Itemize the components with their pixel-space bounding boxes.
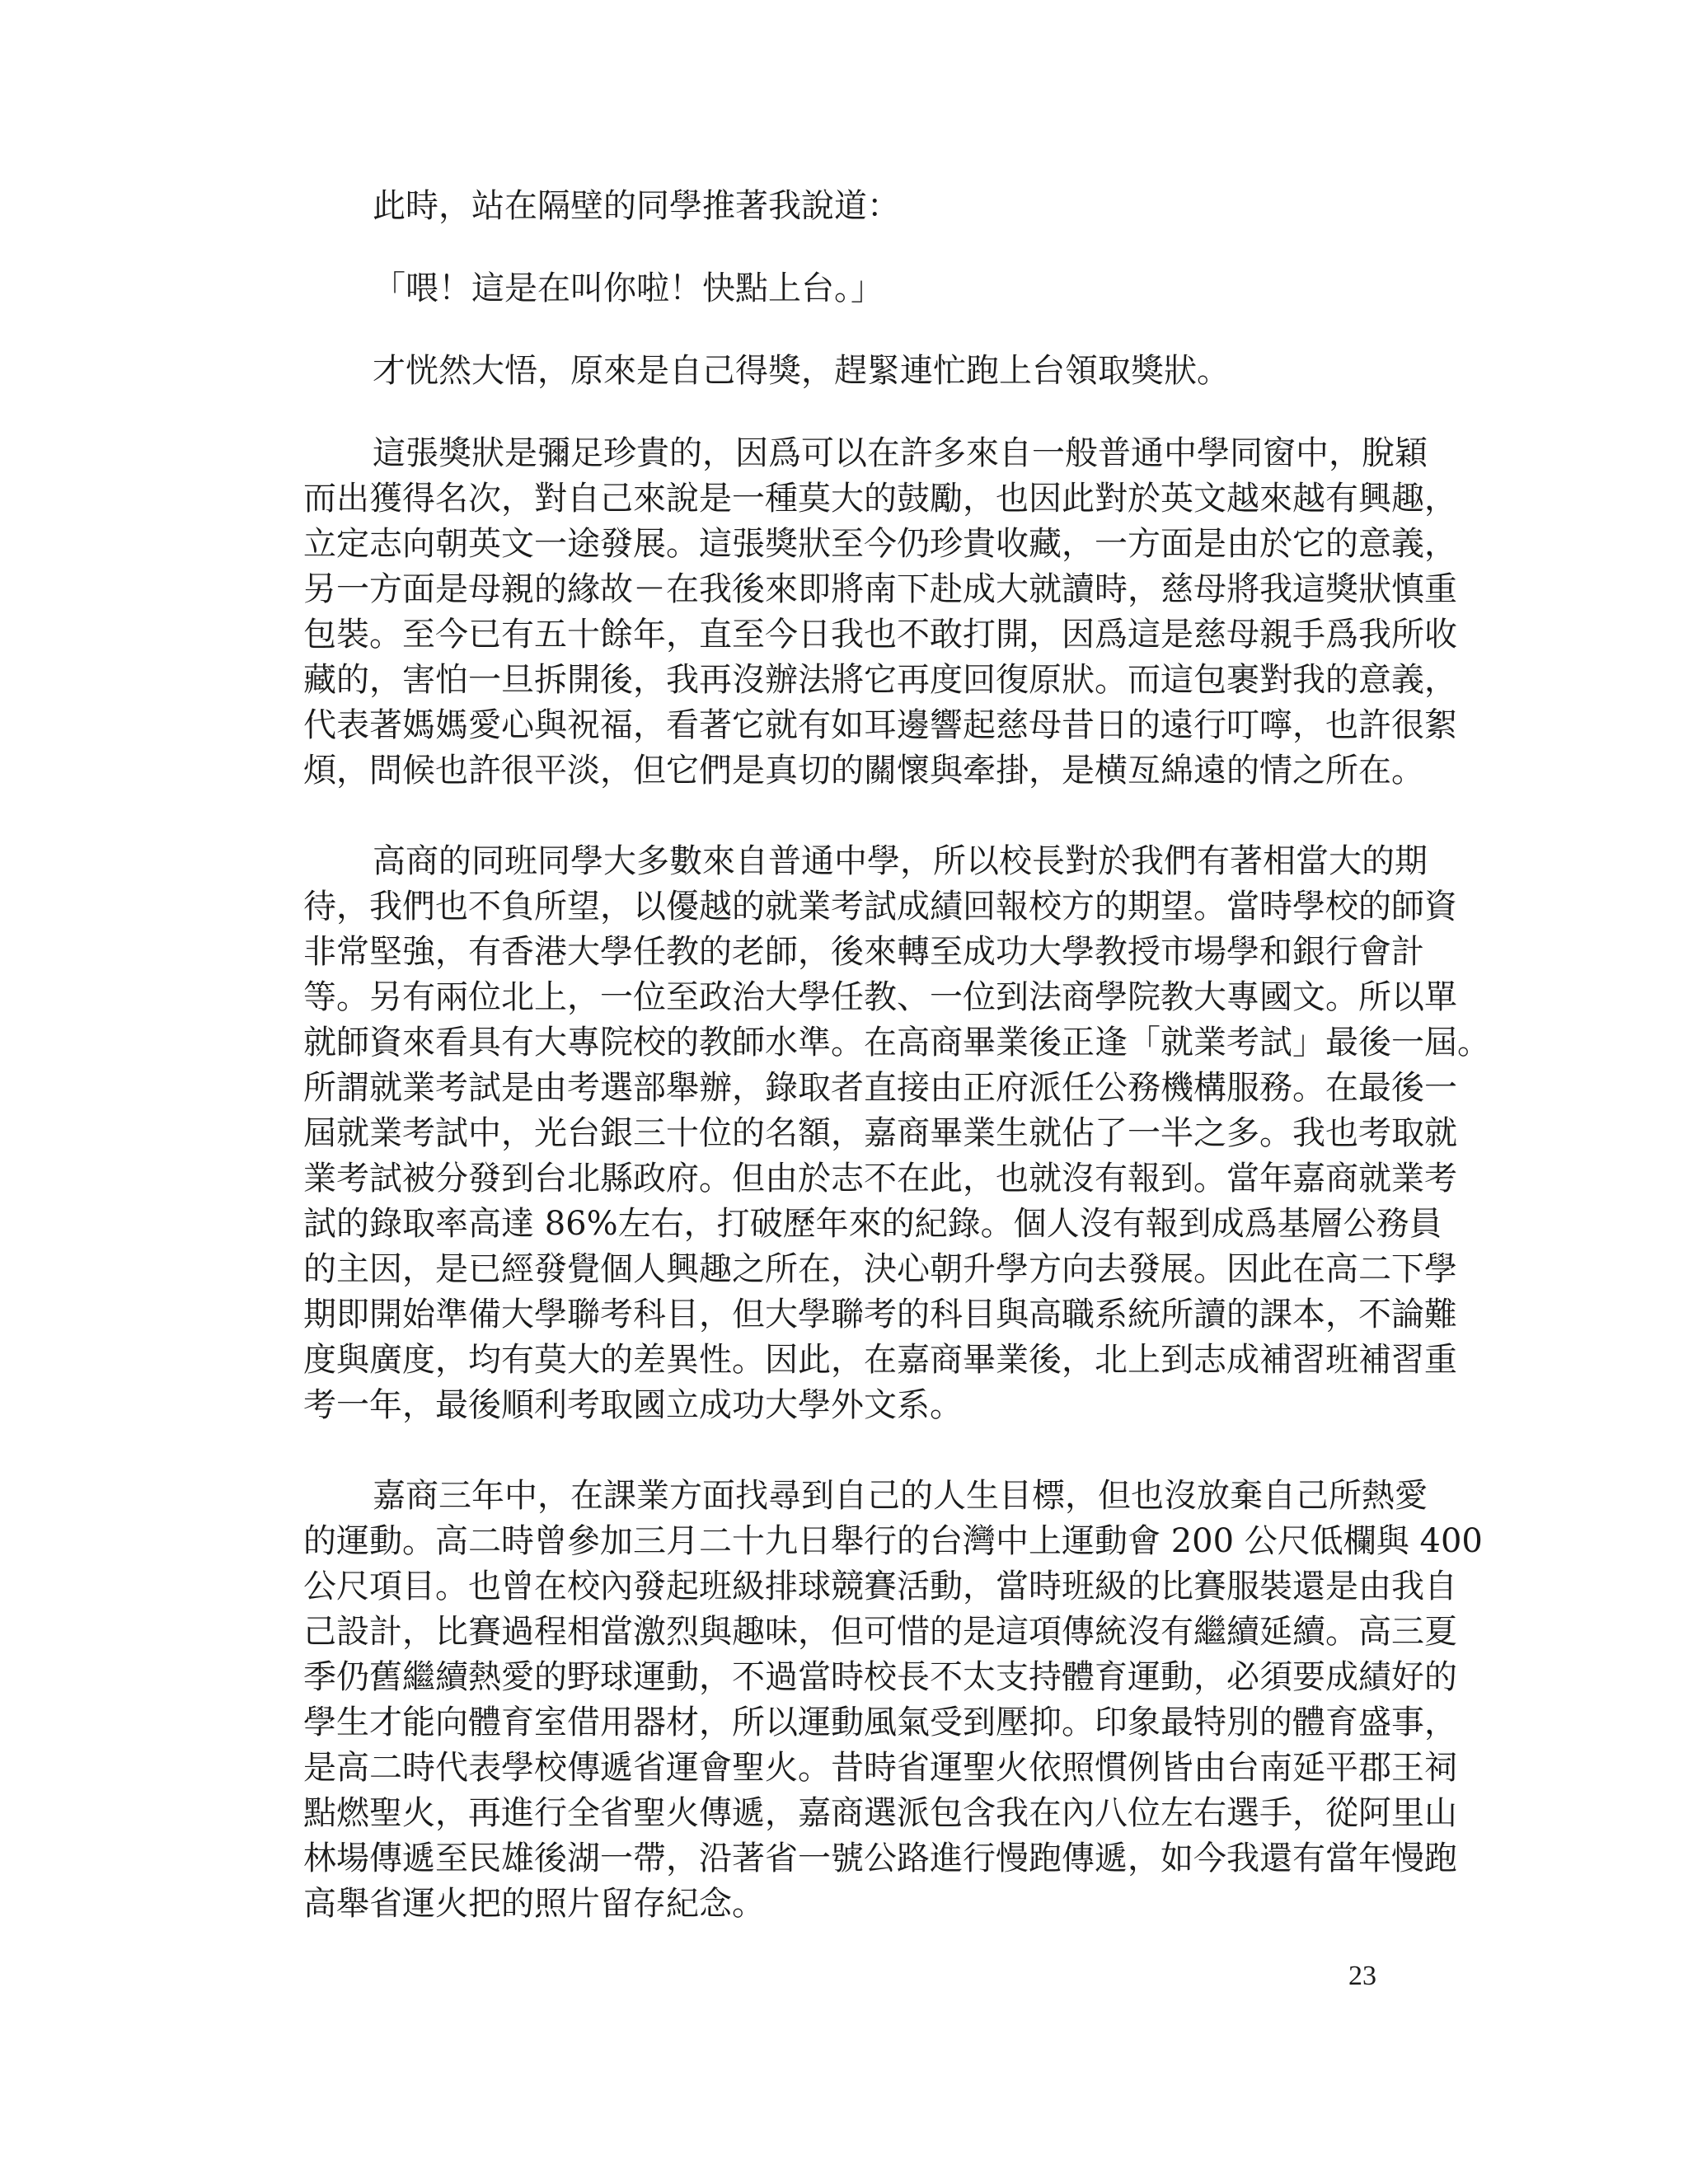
text-line: 期即開始準備大學聯考科目，但大學聯考的科目與高職系統所讀的課本，不論難	[303, 1296, 1457, 1333]
text-line: 的主因，是已經發覺個人興趣之所在，決心朝升學方向去發展。因此在高二下學	[303, 1250, 1457, 1288]
text-line: 這張獎狀是彌足珍貴的，因爲可以在許多來自一般普通中學同窗中，脫穎	[373, 434, 1428, 472]
text-line: 公尺項目。也曾在校內發起班級排球競賽活動，當時班級的比賽服裝還是由我自	[303, 1568, 1457, 1605]
text-line: 所謂就業考試是由考選部舉辦，錄取者直接由正府派任公務機構服務。在最後一	[303, 1069, 1457, 1107]
text-line: 就師資來看具有大專院校的教師水準。在高商畢業後正逢「就業考試」最後一屆。	[303, 1024, 1490, 1062]
text-line: 嘉商三年中，在課業方面找尋到自己的人生目標，但也沒放棄自己所熱愛	[373, 1477, 1428, 1515]
text-line: 試的錄取率高達 86%左右，打破歷年來的紀錄。個人沒有報到成爲基層公務員	[303, 1205, 1442, 1243]
text-line: 代表著媽媽愛心與祝福，看著它就有如耳邊響起慈母昔日的遠行叮嚀，也許很絮	[303, 706, 1457, 744]
text-line: 點燃聖火，再進行全省聖火傳遞，嘉商選派包含我在內八位左右選手，從阿里山	[303, 1794, 1457, 1832]
text-line: 等。另有兩位北上，一位至政治大學任教、一位到法商學院教大專國文。所以單	[303, 978, 1457, 1016]
text-line: 而出獲得名次，對自己來說是一種莫大的鼓勵，也因此對於英文越來越有興趣，	[303, 480, 1457, 518]
text-line: 己設計，比賽過程相當激烈與趣味，但可惜的是這項傳統沒有繼續延續。高三夏	[303, 1613, 1457, 1651]
text-line: 是高二時代表學校傳遞省運會聖火。昔時省運聖火依照慣例皆由台南延平郡王祠	[303, 1749, 1457, 1787]
paragraph-employment-exam	[303, 839, 1490, 1428]
text-line: 非常堅強，有香港大學任教的老師，後來轉至成功大學教授市場學和銀行會計	[303, 933, 1424, 971]
text-line: 度與廣度，均有莫大的差異性。因此，在嘉商畢業後，北上到志成補習班補習重	[303, 1341, 1457, 1379]
text-line: 季仍舊繼續熱愛的野球運動，不過當時校長不太支持體育運動，必須要成績好的	[303, 1658, 1457, 1696]
text-line: 高商的同班同學大多數來自普通中學，所以校長對於我們有著相當大的期	[373, 842, 1428, 880]
text-line: 煩，問候也許很平淡，但它們是真切的關懷與牽掛，是横亙綿遠的情之所在。	[303, 752, 1424, 790]
text-line: 考一年，最後順利考取國立成功大學外文系。	[303, 1386, 963, 1424]
page-number: 23	[1348, 1961, 1376, 1991]
text-line: 藏的，害怕一旦拆開後，我再沒辦法將它再度回復原狀。而這包裹對我的意義，	[303, 661, 1457, 699]
text-line: 屆就業考試中，光台銀三十位的名額，嘉商畢業生就佔了一半之多。我也考取就	[303, 1114, 1457, 1152]
paragraph-award-certificate	[303, 431, 1457, 794]
paragraph-quote: 「喂！這是在叫你啦！快點上台。」	[373, 269, 884, 307]
text-line: 包裝。至今已有五十餘年，直至今日我也不敢打開，因爲這是慈母親手爲我所收	[303, 616, 1457, 654]
text-line: 待，我們也不負所望，以優越的就業考試成績回報校方的期望。當時學校的師資	[303, 888, 1457, 926]
text-line: 學生才能向體育室借用器材，所以運動風氣受到壓抑。印象最特別的體育盛事，	[303, 1704, 1457, 1741]
text-line: 林場傳遞至民雄後湖一帶，沿著省一號公路進行慢跑傳遞，如今我還有當年慢跑	[303, 1840, 1457, 1877]
text-line: 的運動。高二時曾參加三月二十九日舉行的台灣中上運動會 200 公尺低欄與 400	[303, 1522, 1483, 1560]
text-line: 業考試被分發到台北縣政府。但由於志不在此，也就沒有報到。當年嘉商就業考	[303, 1160, 1457, 1197]
text-line: 另一方面是母親的緣故－在我後來即將南下赴成大就讀時，慈母將我這獎狀慎重	[303, 570, 1457, 608]
paragraph-realization: 才恍然大悟，原來是自己得獎，趕緊連忙跑上台領取獎狀。	[373, 352, 1230, 390]
paragraph-sports	[303, 1474, 1483, 1927]
text-line: 高舉省運火把的照片留存紀念。	[303, 1885, 765, 1923]
paragraph-intro: 此時，站在隔壁的同學推著我說道：	[373, 187, 900, 225]
text-line: 立定志向朝英文一途發展。這張獎狀至今仍珍貴收藏，一方面是由於它的意義，	[303, 525, 1457, 563]
